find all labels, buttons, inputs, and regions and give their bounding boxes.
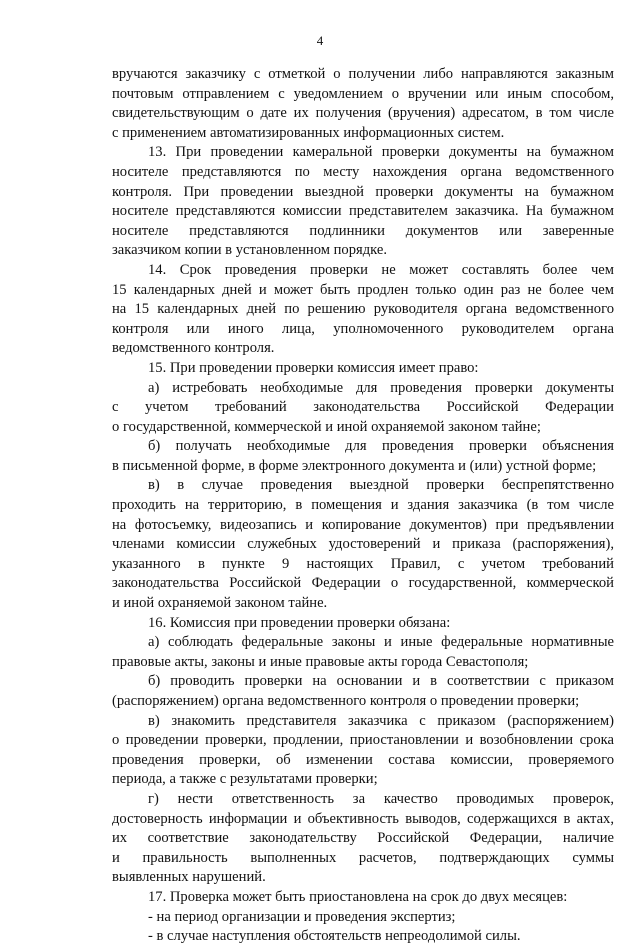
text-line: в письменной форме, в форме электронного документа и (или) устной форме; [112, 457, 597, 474]
text-line: б) получать необходимые для проведения проверки объяснения [148, 438, 614, 455]
text-line: указанного в пункте 9 настоящих Правил, с учетом требований [112, 555, 614, 572]
text-line: свидетельствующим о дате их получения (вручения) адресатом, в том числе [112, 105, 614, 122]
text-line: и правильность выполненных расчетов, подтверждающих суммы [112, 849, 614, 866]
text-line: а) соблюдать федеральные законы и иные федеральные нормативные [148, 634, 614, 651]
text-line: - на период организации и проведения экспертиз; [148, 908, 456, 925]
text-line: 15. При проведении проверки комиссия имеет право: [148, 359, 479, 376]
text-line: периода, а также с результатами проверки; [112, 771, 378, 788]
text-line: о государственной, коммерческой и иной охраняемой законом тайне; [112, 418, 541, 435]
text-line: с учетом требований законодательства Российской Федерации [112, 399, 614, 416]
text-line: а) истребовать необходимые для проведения проверки документы [148, 379, 614, 396]
text-line: носителе представляются по месту нахождения органа ведомственного [112, 163, 614, 180]
text-line: правовые акты, законы и иные правовые акты города Севастополя; [112, 653, 529, 670]
text-line: контроля. При проведении выездной проверки документы на бумажном [112, 183, 614, 200]
text-line: носителе представляются подлинники документов или заверенные [112, 222, 614, 239]
text-line: проведения проверки, об изменении состава комиссии, проверяемого [112, 751, 614, 768]
text-line: 17. Проверка может быть приостановлена на срок до двух месяцев: [148, 888, 568, 905]
text-line: достоверность информации и объективность выводов, содержащихся в актах, [112, 810, 614, 827]
text-line: контроля или иного лица, уполномоченного руководителем органа [112, 320, 614, 337]
text-line: (распоряжением) органа ведомственного контроля о проведении проверки; [112, 693, 580, 709]
text-line: в) знакомить представителя заказчика с приказом (распоряжением) [148, 712, 614, 729]
text-line: и иной охраняемой законом тайне. [112, 595, 328, 612]
document-body [112, 65, 614, 947]
text-line: ведомственного контроля. [112, 340, 275, 357]
text-line: - в случае наступления обстоятельств непреодолимой силы. [148, 928, 521, 945]
text-line: почтовым отправлением с уведомлением о вручении или иным способом, [112, 85, 614, 102]
text-line: вручаются заказчику с отметкой о получении либо направляются заказным [112, 66, 614, 82]
text-line: носителе представляются комиссии представителем заказчика. На бумажном [112, 203, 614, 220]
text-line: проходить на территорию, в помещения и здания заказчика (в том числе [112, 497, 614, 514]
text-line: их соответствие законодательству Российской Федерации, наличие [112, 830, 614, 847]
text-line: заказчиком копии в установленном порядке. [112, 242, 388, 259]
text-line: г) нести ответственность за качество проводимых проверок, [148, 790, 614, 807]
text-line: с применением автоматизированных информационных систем. [112, 124, 505, 141]
text-line: членами комиссии служебных удостоверений и приказа (распоряжения), [112, 536, 614, 553]
text-line: законодательства Российской Федерации о государственной, коммерческой [112, 575, 614, 592]
text-line: о проведении проверки, продлении, приостановлении и возобновлении срока [112, 732, 614, 749]
text-line: 14. Срок проведения проверки не может составлять более чем [148, 261, 614, 278]
text-line: 13. При проведении камеральной проверки документы на бумажном [148, 144, 614, 161]
text-line: на 15 календарных дней по решению руководителя органа ведомственного [112, 301, 614, 318]
text-line: 15 календарных дней и может быть продлен только один раз не более чем [112, 281, 614, 298]
text-line: в) в случае проведения выездной проверки беспрепятственно [148, 477, 614, 494]
text-line: на фотосъемку, видеозапись и копирование документов) при предъявлении [112, 516, 614, 533]
page-number: 4 [316, 33, 324, 48]
text-line: выявленных нарушений. [112, 869, 266, 886]
text-line: б) проводить проверки на основании и в соответствии с приказом [148, 673, 614, 690]
text-line: 16. Комиссия при проведении проверки обязана: [148, 614, 451, 631]
